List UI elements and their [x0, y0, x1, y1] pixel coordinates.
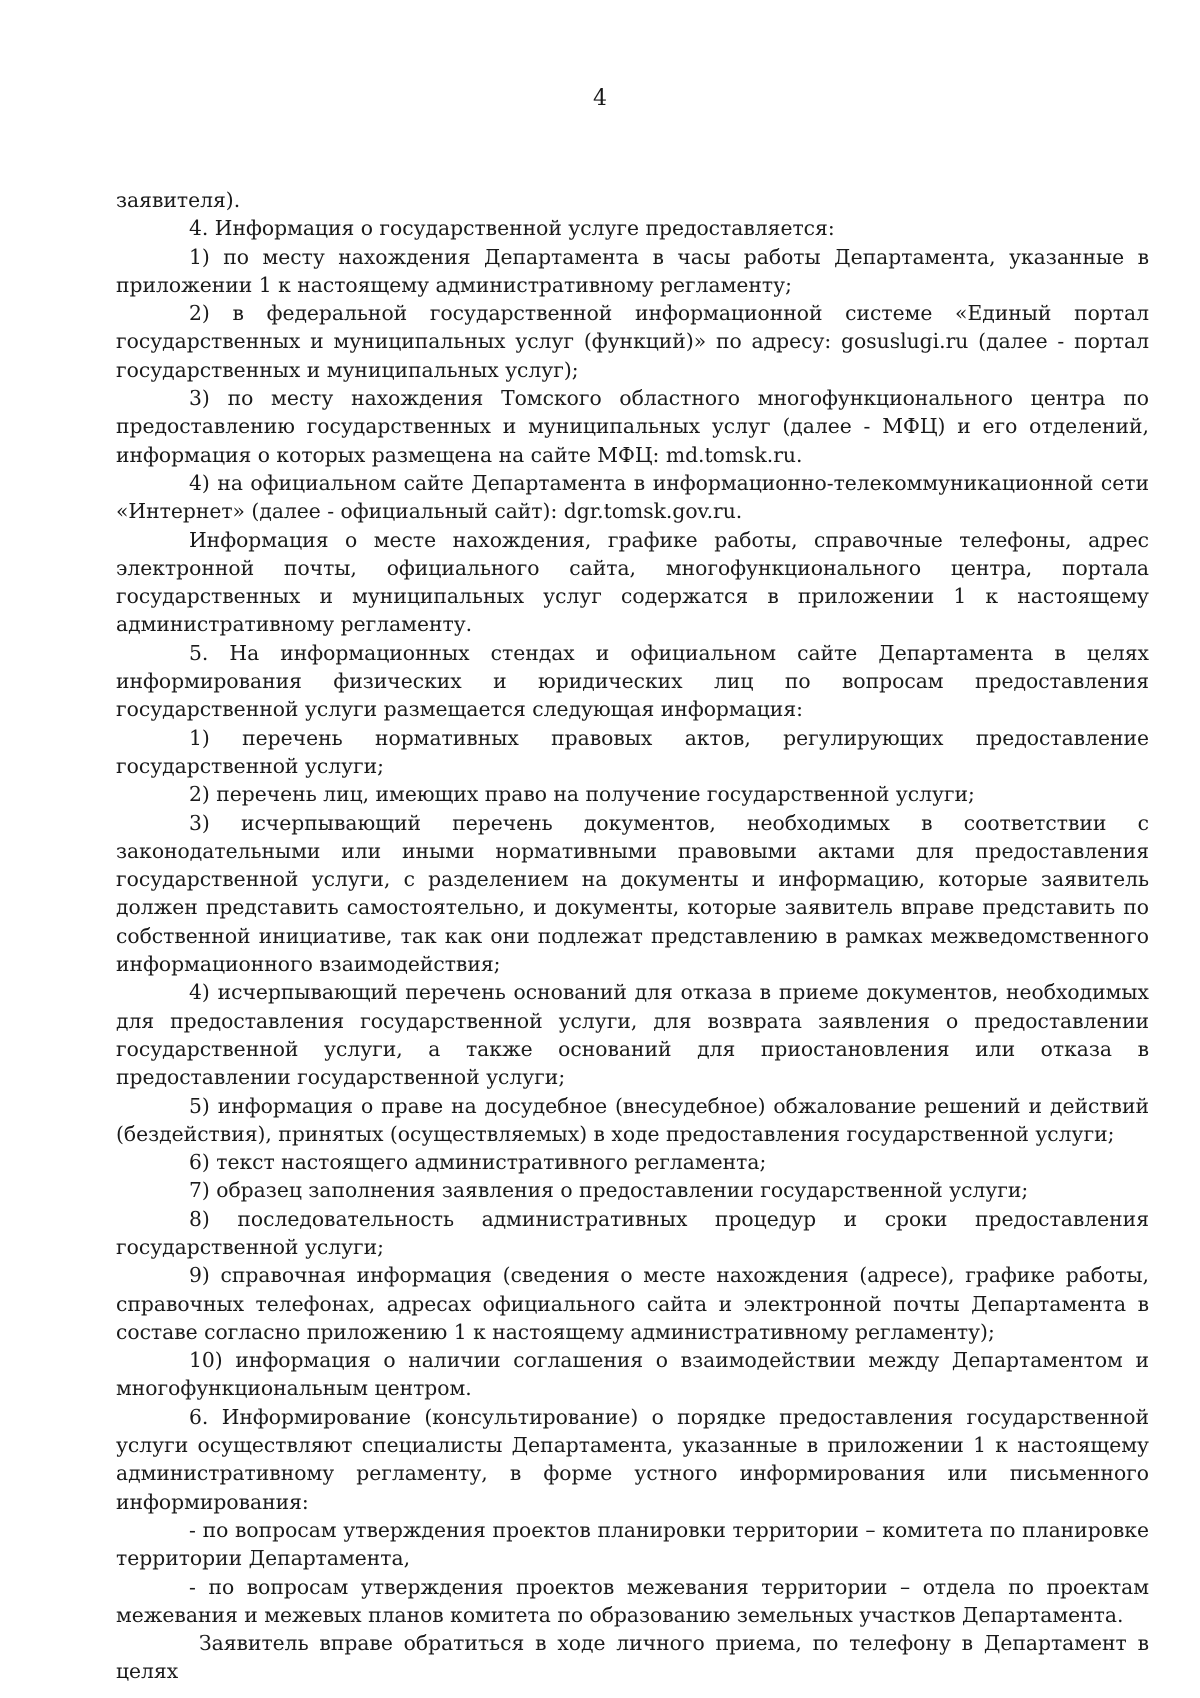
paragraph: Информация о месте нахождения, графике работы, справочные телефоны, адрес электронной почты, официального сайта, многофункционального центра, портала государственных и муниципальных услуг содержатся в приложении 1 к настоящему административному регламенту. [116, 527, 1149, 637]
paragraph: 6) текст настоящего административного регламента; [189, 1150, 767, 1175]
paragraph: - по вопросам утверждения проектов планировки территории – комитета по планировке территории Департамента, [116, 1517, 1149, 1571]
page-number: 4 [593, 86, 607, 111]
paragraph: 8) последовательность административных процедур и сроки предоставления государственной услуги; [116, 1206, 1149, 1259]
paragraph: 9) справочная информация (сведения о месте нахождения (адресе), графике работы, справочных телефонах, адресах официального сайта и электронной почты Департамента в составе согласно приложению 1 к настоящему административному регламенту); [116, 1263, 1149, 1344]
paragraph: 7) образец заполнения заявления о предоставлении государственной услуги; [189, 1178, 1029, 1203]
paragraph: 5. На информационных стендах и официальном сайте Департамента в целях информирования физических и юридических лиц по вопросам предоставления государственной услуги размещается следующая информация: [116, 640, 1149, 722]
paragraph: 3) по месту нахождения Томского областного многофункционального центра по предоставлению государственных и муниципальных услуг (далее - МФЦ) и его отделений, информация о которых размещена на сайте МФЦ: md.tomsk.ru. [116, 386, 1149, 467]
paragraph: 1) перечень нормативных правовых актов, регулирующих предоставление государственной услуги; [116, 725, 1149, 778]
paragraph: заявителя). [116, 188, 241, 212]
paragraph: 1) по месту нахождения Департамента в часы работы Департамента, указанные в приложении 1 к настоящему административному регламенту; [116, 244, 1149, 297]
paragraph: 5) информация о праве на досудебное (внесудебное) обжалование решений и действий (бездействия), принятых (осуществляемых) в ходе предоставления государственной услуги; [116, 1093, 1149, 1146]
paragraph: 2) перечень лиц, имеющих право на получение государственной услуги; [189, 782, 975, 807]
paragraph: 4) исчерпывающий перечень оснований для отказа в приеме документов, необходимых для предоставления государственной услуги, для возврата заявления о предоставлении государственной услуги, а также оснований для приостановления или отказа в предоставлении государственной услуги; [116, 980, 1149, 1090]
paragraph: - по вопросам утверждения проектов межевания территории – отдела по проектам межевания и межевых планов комитета по образованию земельных участков Департамента. [116, 1574, 1149, 1627]
document-body [116, 186, 1149, 1686]
paragraph: 6. Информирование (консультирование) о порядке предоставления государственной услуги осуществляют специалисты Департамента, указанные в приложении 1 к настоящему административному регламенту, в форме устного информирования или письменного информирования: [116, 1404, 1149, 1514]
paragraph: Заявитель вправе обратиться в ходе личного приема, по телефону в Департамент в целях [116, 1631, 1149, 1684]
paragraph: 3) исчерпывающий перечень документов, необходимых в соответствии с законодательными или иными нормативными правовыми актами для предоставления государственной услуги, с разделением на документы и информацию, которые заявитель должен представить самостоятельно, и документы, которые заявитель вправе представить по собственной инициативе, так как они подлежат представлению в рамках межведомственного информационного взаимодействия; [116, 810, 1149, 977]
paragraph: 4) на официальном сайте Департамента в информационно-телекоммуникационной сети «Интернет» (далее - официальный сайт): dgr.tomsk.gov.ru. [116, 470, 1149, 524]
paragraph: 2) в федеральной государственной информационной системе «Единый портал государственных и муниципальных услуг (функций)» по адресу: gosuslugi.ru (далее - портал государственных и муниципальных услуг); [116, 301, 1149, 382]
paragraph: 10) информация о наличии соглашения о взаимодействии между Департаментом и многофункциональным центром. [116, 1348, 1149, 1401]
paragraph: 4. Информация о государственной услуге предоставляется: [189, 216, 835, 241]
